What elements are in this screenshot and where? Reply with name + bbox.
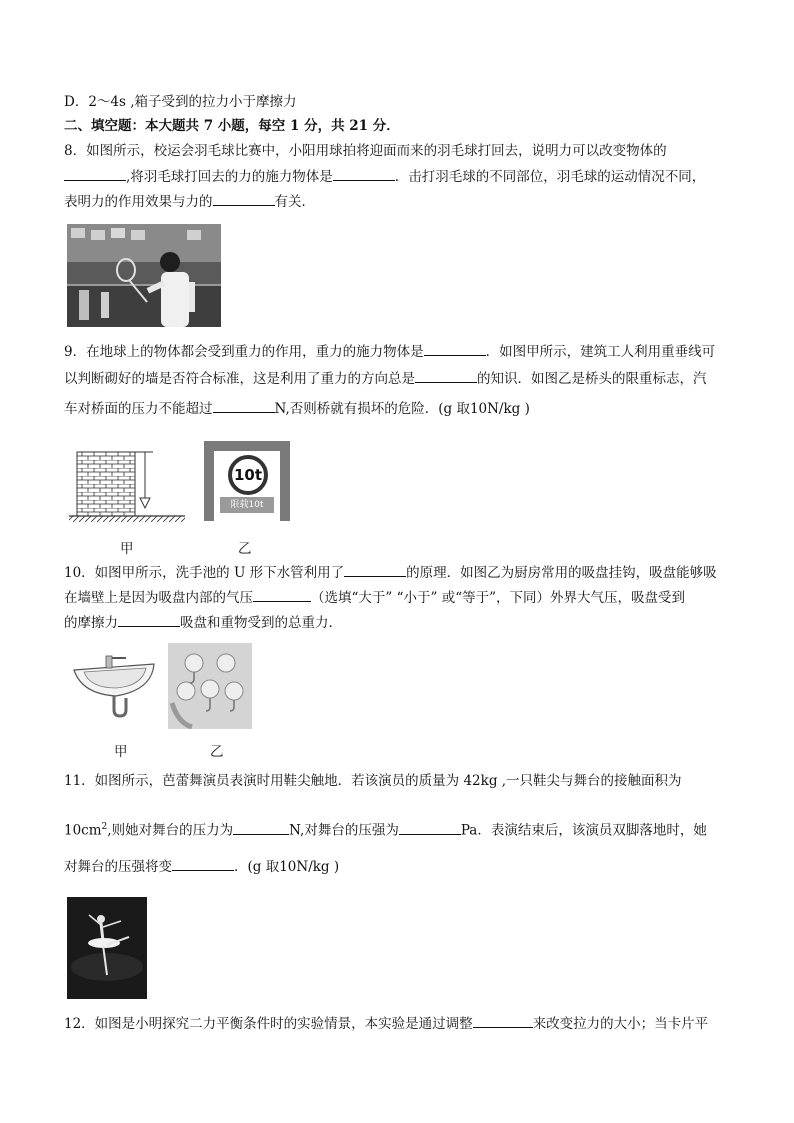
badminton-photo [67, 224, 221, 327]
text: ．(g 取10N/kg ) [234, 859, 340, 875]
text: ．击打羽毛球的不同部位，羽毛球的运动情况不同， [394, 169, 706, 185]
text: 8．如图所示，校运会羽毛球比赛中，小阳用球拍将迎面而来的羽毛球打回去，说明力可以改变物体的 [64, 143, 667, 159]
text: 有关． [274, 194, 315, 210]
superscript: 2 [101, 822, 108, 832]
figure-caption-yi: 乙 [210, 744, 224, 760]
q9-line-1 [64, 341, 732, 362]
text: 吸盘和重物受到的总重力． [180, 615, 342, 631]
answer-blank [424, 341, 486, 356]
text: D．2～4s ,箱子受到的拉力小于摩擦力 [64, 94, 297, 110]
q11-line-3 [64, 856, 732, 877]
answer-blank [344, 562, 406, 577]
q11-line-2 [64, 817, 732, 841]
sign-text: 限载10t [220, 497, 274, 513]
text: 以判断砌好的墙是否符合标准，这是利用了重力的方向总是 [64, 371, 415, 387]
answer-blank [213, 398, 275, 413]
answer-blank [415, 368, 477, 383]
brick-wall-figure [67, 444, 187, 524]
q8-line-2 [64, 166, 732, 187]
text: （选填“大于” “小于” 或“等于”，下同）外界大气压，吸盘受到 [311, 590, 685, 606]
answer-blank [172, 856, 234, 871]
text: ．如图甲所示，建筑工人利用重垂线可 [485, 344, 716, 360]
q12-line-1 [64, 1013, 732, 1034]
text: 的摩擦力 [64, 615, 118, 631]
q9-line-3 [64, 398, 732, 419]
text: N,对舞台的压强为 [289, 822, 399, 839]
text: 表明力的作用效果与力的 [64, 194, 213, 210]
q10-line-2 [64, 587, 732, 608]
q8-line-1 [64, 141, 732, 161]
figure-caption-jia: 甲 [114, 744, 128, 760]
q10-line-3 [64, 612, 732, 633]
sink-figure [70, 650, 158, 724]
sign-number: 10t [228, 455, 268, 495]
text: 10cm [64, 822, 102, 839]
answer-blank [253, 587, 311, 602]
text: 12．如图是小明探究二力平衡条件时的实验情景，本实验是通过调整 [64, 1016, 473, 1032]
answer-blank [399, 820, 461, 835]
text: 对舞台的压强将变 [64, 859, 172, 875]
figure-caption-yi: 乙 [238, 541, 252, 557]
text: 11．如图所示，芭蕾舞演员表演时用鞋尖触地．若该演员的质量为 42kg ,一只鞋尖与舞台的接触面积为 [64, 773, 682, 789]
answer-blank [473, 1013, 533, 1028]
text: 来改变拉力的大小；当卡片平 [532, 1016, 709, 1032]
text: 车对桥面的压力不能超过 [64, 401, 213, 417]
answer-blank [233, 820, 289, 835]
text: N,否则桥就有损坏的危险．(g 取10N/kg ) [274, 401, 530, 417]
answer-blank [118, 612, 180, 627]
q8-line-3 [64, 191, 732, 212]
answer-blank [333, 166, 395, 181]
q10-line-1 [64, 562, 732, 583]
figure-caption-jia: 甲 [120, 541, 134, 557]
text: 的原理．如图乙为厨房常用的吸盘挂钩，吸盘能够吸 [406, 565, 717, 581]
text: Pa．表演结束后，该演员双脚落地时，她 [460, 822, 707, 839]
text: 在墙壁上是因为吸盘内部的气压 [64, 590, 253, 606]
text: ,将羽毛球打回去的力的施力物体是 [126, 169, 333, 185]
option-d-line [64, 92, 732, 112]
section-heading [64, 116, 732, 136]
answer-blank [213, 191, 275, 206]
text: 的知识．如图乙是桥头的限重标志，汽 [477, 371, 707, 387]
text: 二、填空题：本大题共 7 小题，每空 1 分，共 21 分． [64, 118, 400, 134]
suction-hooks-photo [168, 643, 252, 729]
text: 9．在地球上的物体都会受到重力的作用，重力的施力物体是 [64, 344, 424, 360]
q11-line-1 [64, 771, 732, 791]
ballet-dancer-photo [67, 897, 147, 999]
q9-line-2 [64, 368, 732, 389]
text: 10．如图甲所示，洗手池的 U 形下水管利用了 [64, 565, 345, 581]
answer-blank [64, 166, 126, 181]
weight-limit-sign [204, 441, 290, 521]
text: ,则她对舞台的压力为 [107, 822, 234, 839]
